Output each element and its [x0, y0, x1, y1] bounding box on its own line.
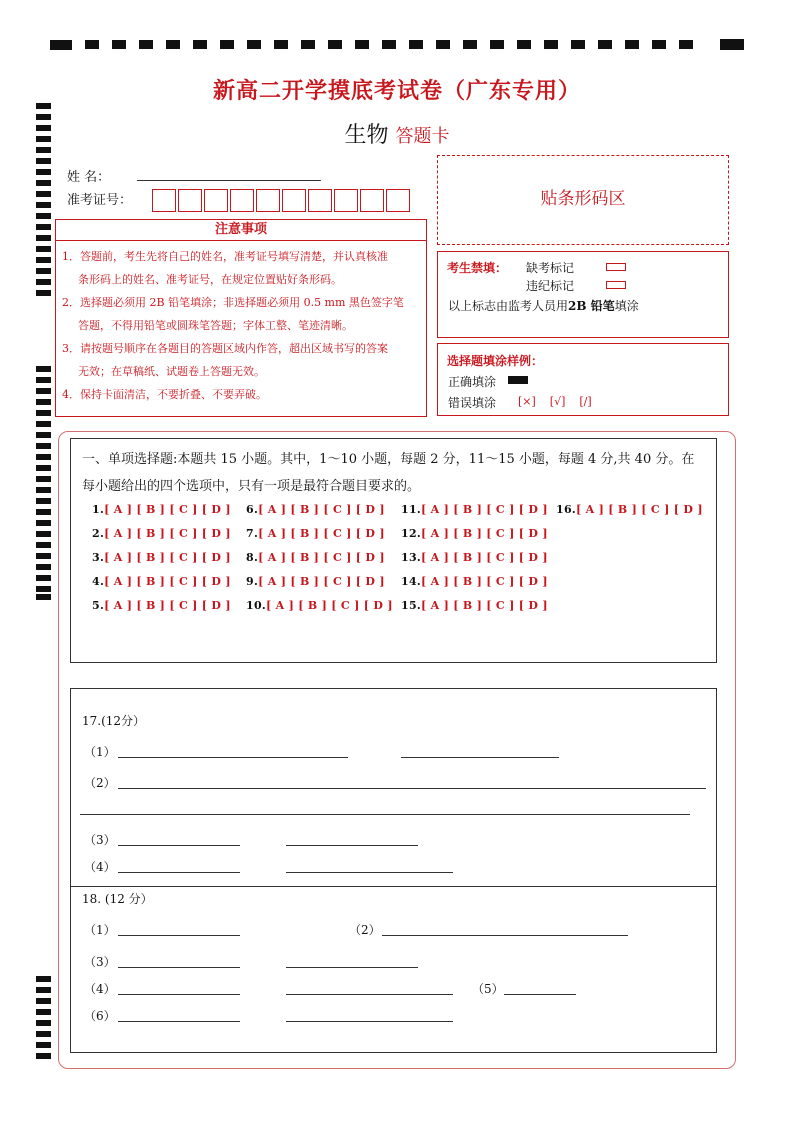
written-answer-box — [70, 688, 717, 1053]
q18-part-2-line[interactable] — [382, 935, 628, 936]
correct-fill-label: 正确填涂 — [448, 375, 497, 389]
q18-part-6-label: （6） — [84, 1009, 116, 1023]
q17-part-1-line-a[interactable] — [118, 757, 348, 758]
mc-question-4[interactable]: 4.[ A ] [ B ] [ C ] [ D ] — [92, 575, 231, 588]
q17-part-2-line-b[interactable] — [80, 814, 690, 815]
q17-part-3-line-b[interactable] — [286, 845, 418, 846]
mc-question-16[interactable]: 16.[ A ] [ B ] [ C ] [ D ] — [556, 503, 703, 516]
q18-part-3-line-a[interactable] — [118, 967, 240, 968]
q17-part-1-label: （1） — [84, 745, 116, 759]
notice-heading: 注意事项 — [55, 219, 427, 241]
q17-part-3-line-a[interactable] — [118, 845, 240, 846]
mc-question-9[interactable]: 9.[ A ] [ B ] [ C ] [ D ] — [246, 575, 385, 588]
mc-question-13[interactable]: 13.[ A ] [ B ] [ C ] [ D ] — [401, 551, 548, 564]
forbidden-label: 考生禁填： — [447, 261, 508, 275]
notice-line: 4．保持卡面清洁，不要折叠、不要弄破。 — [62, 388, 267, 401]
notice-line: 2．选择题必须用 2B 铅笔填涂；非选择题必须用 0.5 mm 黑色签字笔 — [62, 296, 404, 309]
q18-heading: 18. (12 分） — [82, 892, 153, 906]
q17-part-4-label: （4） — [84, 860, 116, 874]
q17-part-3-label: （3） — [84, 833, 116, 847]
q18-part-6-line-b[interactable] — [286, 1021, 453, 1022]
q18-part-5-label: （5） — [472, 982, 504, 996]
wrong-fill-marks: [×] [√] [/] — [518, 395, 592, 408]
q17-part-4-line-b[interactable] — [286, 872, 453, 873]
barcode-area: 贴条形码区 — [437, 155, 729, 245]
forbidden-note-post: 填涂 — [614, 299, 639, 313]
mc-question-15[interactable]: 15.[ A ] [ B ] [ C ] [ D ] — [401, 599, 548, 612]
q18-part-3-line-b[interactable] — [286, 967, 418, 968]
q18-part-4-line-b[interactable] — [286, 994, 453, 995]
mc-question-2[interactable]: 2.[ A ] [ B ] [ C ] [ D ] — [92, 527, 231, 540]
mc-question-12[interactable]: 12.[ A ] [ B ] [ C ] [ D ] — [401, 527, 548, 540]
absent-mark-label: 缺考标记 — [526, 261, 575, 275]
exam-title: 新高二开学摸底考试卷（广东专用） — [212, 78, 581, 104]
mc-question-11[interactable]: 11.[ A ] [ B ] [ C ] [ D ] — [401, 503, 548, 516]
mc-question-10[interactable]: 10.[ A ] [ B ] [ C ] [ D ] — [246, 599, 393, 612]
mc-question-14[interactable]: 14.[ A ] [ B ] [ C ] [ D ] — [401, 575, 548, 588]
question-divider — [70, 886, 717, 887]
section1-intro: 每小题给出的四个选项中，只有一项是最符合题目要求的。 — [82, 479, 421, 494]
violation-mark-label: 违纪标记 — [526, 279, 575, 293]
q17-part-2-label: （2） — [84, 776, 116, 790]
subject-label: 生物 — [344, 123, 389, 148]
q18-part-1-label: （1） — [84, 923, 116, 937]
q18-part-3-label: （3） — [84, 955, 116, 969]
q18-part-4-line-a[interactable] — [118, 994, 240, 995]
fill-sample-label: 选择题填涂样例： — [447, 354, 544, 368]
notice-line: 1．答题前，考生先将自己的姓名，准考证号填写清楚，并认真核准 — [62, 250, 388, 263]
notice-line: 答题，不得用铅笔或圆珠笔答题；字体工整、笔迹清晰。 — [78, 319, 353, 332]
forbidden-note-pre: 以上标志由监考人员用 — [448, 299, 569, 313]
mc-question-7[interactable]: 7.[ A ] [ B ] [ C ] [ D ] — [246, 527, 385, 540]
q18-part-5-line[interactable] — [504, 994, 576, 995]
violation-mark-box — [606, 281, 626, 289]
section1-intro: 一、单项选择题:本题共 15 小题。其中，1～10 小题，每题 2 分，11～15 小题，每题 4 分,共 40 分。在 — [82, 452, 695, 467]
notice-line: 3．请按题号顺序在各题目的答题区域内作答，超出区域书写的答案 — [62, 342, 388, 355]
correct-fill-mark — [508, 376, 528, 384]
absent-mark-box — [606, 263, 626, 271]
q17-part-1-line-b[interactable] — [401, 757, 559, 758]
notice-line: 条形码上的姓名、准考证号，在规定位置贴好条形码。 — [78, 273, 342, 286]
q18-part-2-label: （2） — [349, 923, 381, 937]
q18-part-6-line-a[interactable] — [118, 1021, 240, 1022]
q17-heading: 17.(12分） — [82, 714, 146, 728]
q18-part-1-line[interactable] — [118, 935, 240, 936]
mc-question-5[interactable]: 5.[ A ] [ B ] [ C ] [ D ] — [92, 599, 231, 612]
q17-part-4-line-a[interactable] — [118, 872, 240, 873]
mc-question-3[interactable]: 3.[ A ] [ B ] [ C ] [ D ] — [92, 551, 231, 564]
name-label: 姓 名： — [67, 170, 111, 185]
name-input-line[interactable] — [137, 180, 321, 181]
mc-question-1[interactable]: 1.[ A ] [ B ] [ C ] [ D ] — [92, 503, 231, 516]
subject-heading — [0, 118, 794, 149]
mc-question-8[interactable]: 8.[ A ] [ B ] [ C ] [ D ] — [246, 551, 385, 564]
q17-part-2-line-a[interactable] — [118, 788, 706, 789]
notice-line: 无效；在草稿纸、试题卷上答题无效。 — [78, 365, 265, 378]
q18-part-4-label: （4） — [84, 982, 116, 996]
exam-id-label: 准考证号： — [67, 193, 133, 208]
forbidden-note — [448, 297, 639, 314]
answer-card-label: 答题卡 — [395, 126, 450, 147]
mc-question-6[interactable]: 6.[ A ] [ B ] [ C ] [ D ] — [246, 503, 385, 516]
wrong-fill-label: 错误填涂 — [448, 396, 497, 410]
forbidden-note-bold: 2B 铅笔 — [568, 299, 615, 313]
